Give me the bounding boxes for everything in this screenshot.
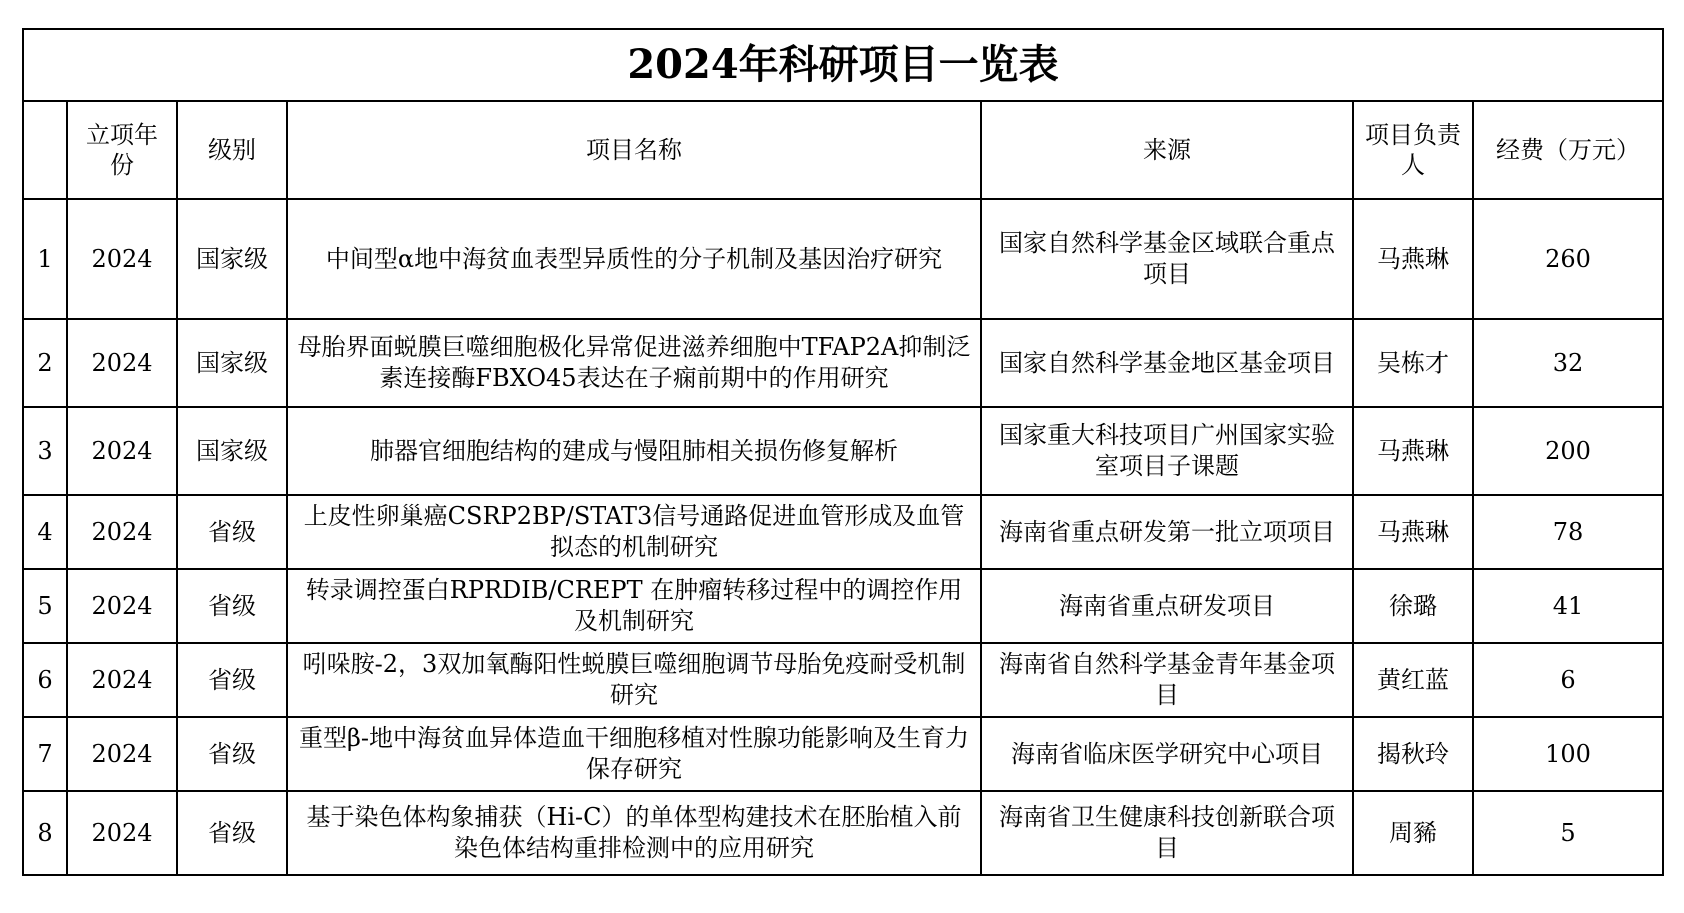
table-row — [23, 643, 1663, 717]
cell-index: 7 — [23, 717, 67, 791]
cell-funding: 6 — [1473, 643, 1663, 717]
cell-leader: 吴栋才 — [1353, 319, 1473, 407]
cell-index: 5 — [23, 569, 67, 643]
cell-source: 海南省自然科学基金青年基金项目 — [981, 643, 1353, 717]
cell-year: 2024 — [67, 569, 177, 643]
cell-name: 肺器官细胞结构的建成与慢阻肺相关损伤修复解析 — [287, 407, 981, 495]
cell-name: 重型β-地中海贫血异体造血干细胞移植对性腺功能影响及生育力保存研究 — [287, 717, 981, 791]
cell-year: 2024 — [67, 791, 177, 875]
cell-source: 海南省重点研发项目 — [981, 569, 1353, 643]
cell-year: 2024 — [67, 319, 177, 407]
header-leader: 项目负责人 — [1353, 101, 1473, 199]
header-row — [23, 101, 1663, 199]
cell-name: 母胎界面蜕膜巨噬细胞极化异常促进滋养细胞中TFAP2A抑制泛素连接酶FBXO45表达在子痫前期中的作用研究 — [287, 319, 981, 407]
cell-funding: 41 — [1473, 569, 1663, 643]
table-row — [23, 199, 1663, 319]
header-year: 立项年份 — [67, 101, 177, 199]
cell-level: 国家级 — [177, 407, 287, 495]
cell-level: 省级 — [177, 569, 287, 643]
cell-funding: 78 — [1473, 495, 1663, 569]
table-row — [23, 569, 1663, 643]
cell-source: 国家重大科技项目广州国家实验室项目子课题 — [981, 407, 1353, 495]
cell-level: 国家级 — [177, 199, 287, 319]
table-row — [23, 407, 1663, 495]
header-name: 项目名称 — [287, 101, 981, 199]
cell-funding: 5 — [1473, 791, 1663, 875]
cell-year: 2024 — [67, 407, 177, 495]
cell-name: 中间型α地中海贫血表型异质性的分子机制及基因治疗研究 — [287, 199, 981, 319]
project-table — [22, 28, 1664, 876]
cell-funding: 100 — [1473, 717, 1663, 791]
cell-level: 省级 — [177, 791, 287, 875]
cell-leader: 徐璐 — [1353, 569, 1473, 643]
cell-year: 2024 — [67, 495, 177, 569]
table-row — [23, 495, 1663, 569]
cell-level: 国家级 — [177, 319, 287, 407]
cell-year: 2024 — [67, 717, 177, 791]
table-row — [23, 791, 1663, 875]
cell-year: 2024 — [67, 199, 177, 319]
cell-level: 省级 — [177, 717, 287, 791]
cell-leader: 马燕琳 — [1353, 199, 1473, 319]
cell-source: 海南省卫生健康科技创新联合项目 — [981, 791, 1353, 875]
cell-name: 上皮性卵巢癌CSRP2BP/STAT3信号通路促进血管形成及血管拟态的机制研究 — [287, 495, 981, 569]
cell-leader: 黄红蓝 — [1353, 643, 1473, 717]
project-table-sheet — [22, 28, 1662, 876]
table-title: 2024年科研项目一览表 — [23, 29, 1663, 101]
header-level: 级别 — [177, 101, 287, 199]
cell-funding: 260 — [1473, 199, 1663, 319]
table-row — [23, 717, 1663, 791]
table-row — [23, 319, 1663, 407]
cell-index: 8 — [23, 791, 67, 875]
cell-source: 海南省重点研发第一批立项项目 — [981, 495, 1353, 569]
cell-index: 1 — [23, 199, 67, 319]
header-source: 来源 — [981, 101, 1353, 199]
cell-funding: 32 — [1473, 319, 1663, 407]
cell-index: 6 — [23, 643, 67, 717]
cell-leader: 马燕琳 — [1353, 407, 1473, 495]
header-index — [23, 101, 67, 199]
cell-source: 国家自然科学基金区域联合重点项目 — [981, 199, 1353, 319]
cell-source: 国家自然科学基金地区基金项目 — [981, 319, 1353, 407]
cell-name: 转录调控蛋白RPRDIB/CREPT 在肿瘤转移过程中的调控作用及机制研究 — [287, 569, 981, 643]
cell-index: 4 — [23, 495, 67, 569]
cell-level: 省级 — [177, 643, 287, 717]
cell-index: 3 — [23, 407, 67, 495]
cell-name: 吲哚胺-2，3双加氧酶阳性蜕膜巨噬细胞调节母胎免疫耐受机制研究 — [287, 643, 981, 717]
cell-year: 2024 — [67, 643, 177, 717]
cell-name: 基于染色体构象捕获（Hi-C）的单体型构建技术在胚胎植入前染色体结构重排检测中的应用研究 — [287, 791, 981, 875]
cell-leader: 马燕琳 — [1353, 495, 1473, 569]
cell-leader: 周豨 — [1353, 791, 1473, 875]
cell-index: 2 — [23, 319, 67, 407]
cell-leader: 揭秋玲 — [1353, 717, 1473, 791]
cell-funding: 200 — [1473, 407, 1663, 495]
cell-level: 省级 — [177, 495, 287, 569]
header-funding: 经费（万元） — [1473, 101, 1663, 199]
cell-source: 海南省临床医学研究中心项目 — [981, 717, 1353, 791]
